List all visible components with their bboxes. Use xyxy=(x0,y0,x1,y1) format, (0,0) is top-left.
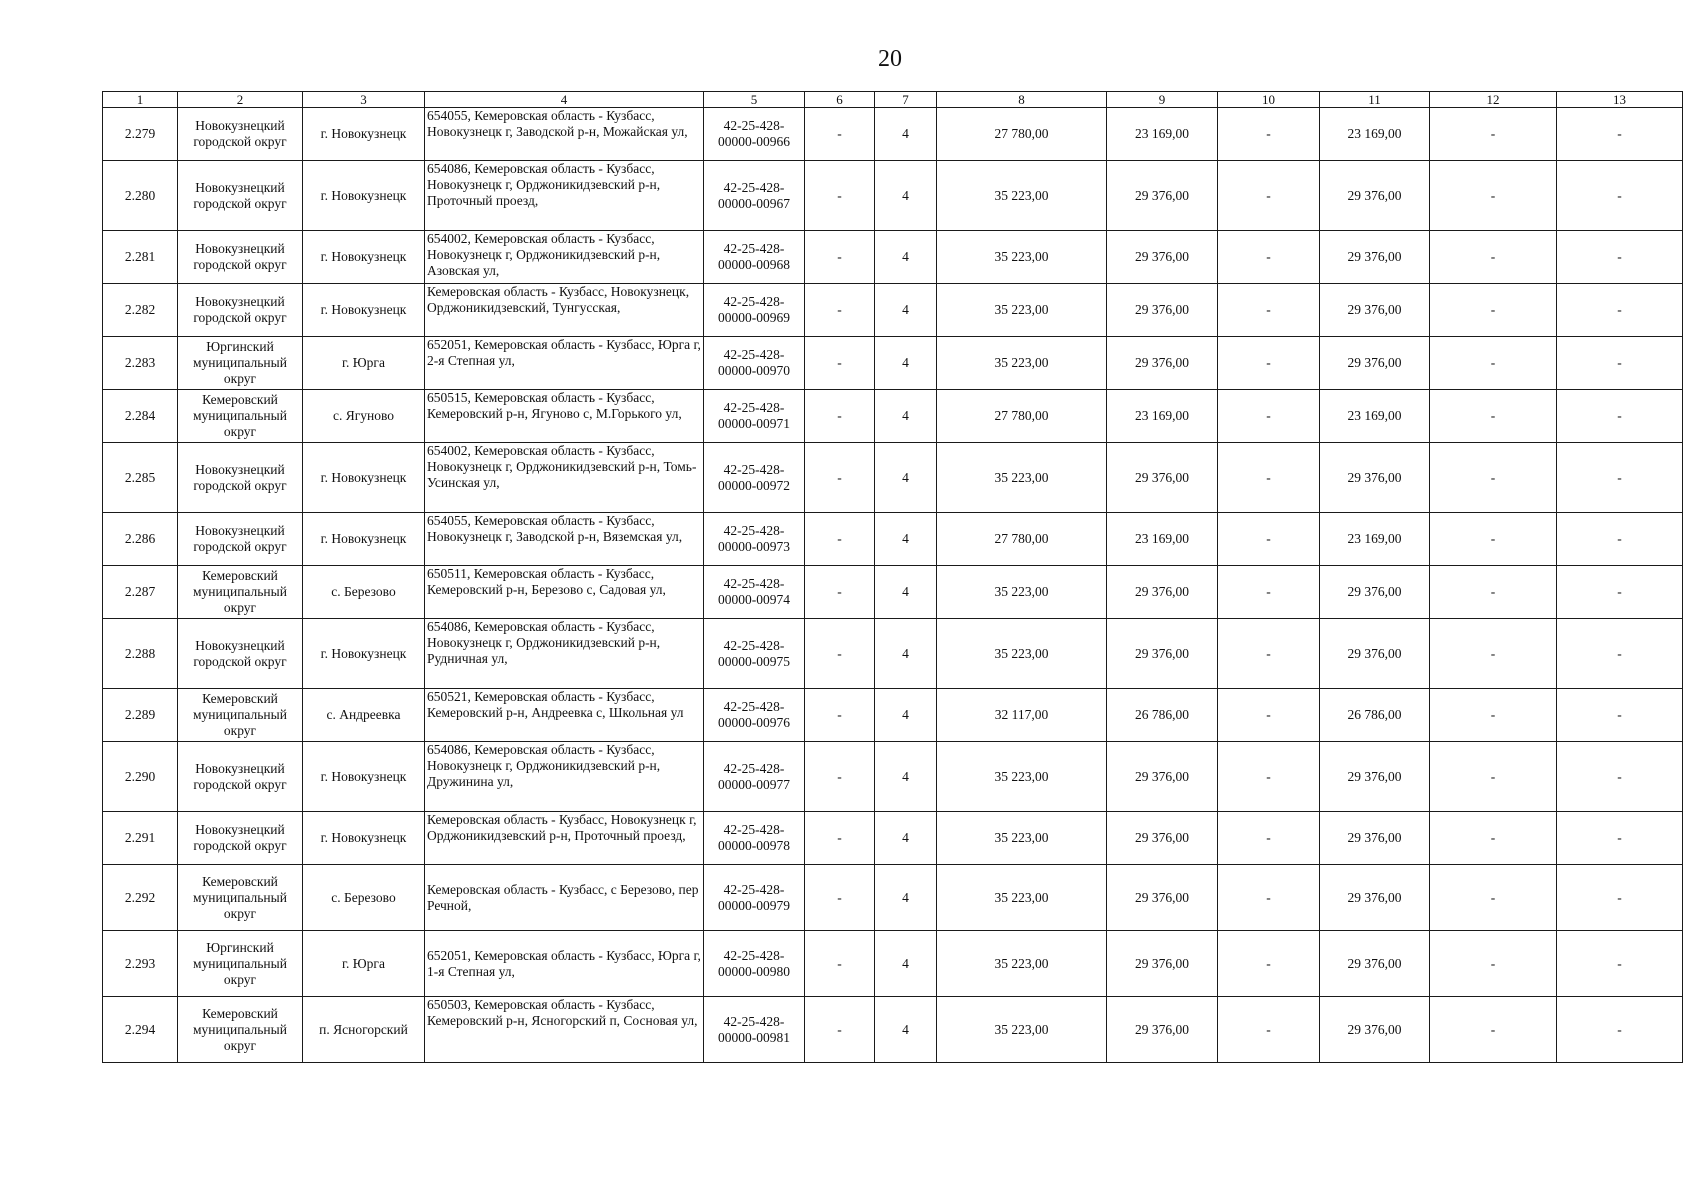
address-cell: 654055, Кемеровская область - Кузбасс, Новокузнецк г, Заводской р-н, Можайская ул, xyxy=(425,108,704,161)
district-cell: Новокузнецкий городской округ xyxy=(178,284,303,337)
col8-cell: 32 117,00 xyxy=(937,689,1107,742)
locality-cell: п. Ясногорский xyxy=(303,997,425,1063)
code-cell: 42-25-428-00000-00966 xyxy=(704,108,805,161)
column-header: 13 xyxy=(1557,92,1683,108)
col6-cell: - xyxy=(805,812,875,865)
address-cell: Кемеровская область - Кузбасс, Новокузнецк г, Орджоникидзевский р-н, Проточный проезд, xyxy=(425,812,704,865)
code-cell: 42-25-428-00000-00970 xyxy=(704,337,805,390)
col12-cell: - xyxy=(1430,443,1557,513)
address-cell: 654086, Кемеровская область - Кузбасс, Новокузнецк г, Орджоникидзевский р-н, Рудничная ул, xyxy=(425,619,704,689)
col6-cell: - xyxy=(805,390,875,443)
col8-cell: 35 223,00 xyxy=(937,284,1107,337)
code-cell: 42-25-428-00000-00972 xyxy=(704,443,805,513)
col11-cell: 26 786,00 xyxy=(1320,689,1430,742)
district-cell: Новокузнецкий городской округ xyxy=(178,108,303,161)
row-number: 2.294 xyxy=(103,997,178,1063)
code-cell: 42-25-428-00000-00976 xyxy=(704,689,805,742)
table-row xyxy=(103,337,1683,390)
district-cell: Новокузнецкий городской округ xyxy=(178,619,303,689)
col10-cell: - xyxy=(1218,619,1320,689)
table-row xyxy=(103,390,1683,443)
table-row xyxy=(103,108,1683,161)
col9-cell: 26 786,00 xyxy=(1107,689,1218,742)
col12-cell: - xyxy=(1430,689,1557,742)
col6-cell: - xyxy=(805,231,875,284)
col12-cell: - xyxy=(1430,812,1557,865)
col7-cell: 4 xyxy=(875,812,937,865)
column-header: 8 xyxy=(937,92,1107,108)
col6-cell: - xyxy=(805,284,875,337)
address-cell: 652051, Кемеровская область - Кузбасс, Юрга г, 2-я Степная ул, xyxy=(425,337,704,390)
district-cell: Юргинский муниципальный округ xyxy=(178,931,303,997)
col11-cell: 29 376,00 xyxy=(1320,161,1430,231)
col9-cell: 23 169,00 xyxy=(1107,108,1218,161)
col8-cell: 35 223,00 xyxy=(937,865,1107,931)
col9-cell: 29 376,00 xyxy=(1107,997,1218,1063)
col12-cell: - xyxy=(1430,337,1557,390)
col6-cell: - xyxy=(805,566,875,619)
col8-cell: 27 780,00 xyxy=(937,513,1107,566)
locality-cell: с. Ягуново xyxy=(303,390,425,443)
address-cell: 650511, Кемеровская область - Кузбасс, Кемеровский р-н, Березово с, Садовая ул, xyxy=(425,566,704,619)
district-cell: Кемеровский муниципальный округ xyxy=(178,390,303,443)
col8-cell: 35 223,00 xyxy=(937,931,1107,997)
col13-cell: - xyxy=(1557,284,1683,337)
table-row xyxy=(103,812,1683,865)
row-number: 2.281 xyxy=(103,231,178,284)
col11-cell: 29 376,00 xyxy=(1320,566,1430,619)
col12-cell: - xyxy=(1430,284,1557,337)
locality-cell: г. Новокузнецк xyxy=(303,108,425,161)
col7-cell: 4 xyxy=(875,231,937,284)
col11-cell: 23 169,00 xyxy=(1320,108,1430,161)
col9-cell: 29 376,00 xyxy=(1107,742,1218,812)
code-cell: 42-25-428-00000-00973 xyxy=(704,513,805,566)
table-row xyxy=(103,161,1683,231)
col7-cell: 4 xyxy=(875,513,937,566)
col13-cell: - xyxy=(1557,865,1683,931)
col6-cell: - xyxy=(805,997,875,1063)
row-number: 2.289 xyxy=(103,689,178,742)
locality-cell: г. Новокузнецк xyxy=(303,284,425,337)
row-number: 2.286 xyxy=(103,513,178,566)
col13-cell: - xyxy=(1557,337,1683,390)
col6-cell: - xyxy=(805,865,875,931)
code-cell: 42-25-428-00000-00967 xyxy=(704,161,805,231)
col12-cell: - xyxy=(1430,513,1557,566)
address-cell: 650521, Кемеровская область - Кузбасс, Кемеровский р-н, Андреевка с, Школьная ул xyxy=(425,689,704,742)
col11-cell: 29 376,00 xyxy=(1320,284,1430,337)
address-cell: 654002, Кемеровская область - Кузбасс, Новокузнецк г, Орджоникидзевский р-н, Томь-Усинская ул, xyxy=(425,443,704,513)
col7-cell: 4 xyxy=(875,390,937,443)
col7-cell: 4 xyxy=(875,931,937,997)
address-cell: 650515, Кемеровская область - Кузбасс, Кемеровский р-н, Ягуново с, М.Горького ул, xyxy=(425,390,704,443)
col11-cell: 23 169,00 xyxy=(1320,513,1430,566)
col12-cell: - xyxy=(1430,997,1557,1063)
address-cell: 652051, Кемеровская область - Кузбасс, Юрга г, 1-я Степная ул, xyxy=(425,931,704,997)
col13-cell: - xyxy=(1557,566,1683,619)
locality-cell: с. Березово xyxy=(303,566,425,619)
row-number: 2.283 xyxy=(103,337,178,390)
col11-cell: 29 376,00 xyxy=(1320,931,1430,997)
table-row xyxy=(103,931,1683,997)
table-row xyxy=(103,566,1683,619)
page-number: 20 xyxy=(878,46,902,72)
col10-cell: - xyxy=(1218,390,1320,443)
code-cell: 42-25-428-00000-00974 xyxy=(704,566,805,619)
col11-cell: 29 376,00 xyxy=(1320,231,1430,284)
column-header: 3 xyxy=(303,92,425,108)
col6-cell: - xyxy=(805,742,875,812)
col7-cell: 4 xyxy=(875,997,937,1063)
table-row xyxy=(103,619,1683,689)
col13-cell: - xyxy=(1557,742,1683,812)
col10-cell: - xyxy=(1218,997,1320,1063)
table-row xyxy=(103,284,1683,337)
col7-cell: 4 xyxy=(875,742,937,812)
col11-cell: 29 376,00 xyxy=(1320,742,1430,812)
col11-cell: 29 376,00 xyxy=(1320,337,1430,390)
col8-cell: 35 223,00 xyxy=(937,566,1107,619)
col13-cell: - xyxy=(1557,161,1683,231)
col9-cell: 29 376,00 xyxy=(1107,931,1218,997)
code-cell: 42-25-428-00000-00969 xyxy=(704,284,805,337)
col13-cell: - xyxy=(1557,812,1683,865)
row-number: 2.288 xyxy=(103,619,178,689)
col12-cell: - xyxy=(1430,108,1557,161)
district-cell: Кемеровский муниципальный округ xyxy=(178,566,303,619)
column-header: 10 xyxy=(1218,92,1320,108)
column-header: 7 xyxy=(875,92,937,108)
col6-cell: - xyxy=(805,619,875,689)
address-cell: Кемеровская область - Кузбасс, с Березово, пер Речной, xyxy=(425,865,704,931)
header-row xyxy=(103,92,1683,108)
table-row xyxy=(103,513,1683,566)
col12-cell: - xyxy=(1430,931,1557,997)
col10-cell: - xyxy=(1218,931,1320,997)
district-cell: Новокузнецкий городской округ xyxy=(178,812,303,865)
col12-cell: - xyxy=(1430,161,1557,231)
col12-cell: - xyxy=(1430,619,1557,689)
col7-cell: 4 xyxy=(875,284,937,337)
district-cell: Новокузнецкий городской округ xyxy=(178,161,303,231)
col10-cell: - xyxy=(1218,337,1320,390)
col7-cell: 4 xyxy=(875,108,937,161)
locality-cell: г. Новокузнецк xyxy=(303,812,425,865)
col8-cell: 35 223,00 xyxy=(937,812,1107,865)
row-number: 2.290 xyxy=(103,742,178,812)
col13-cell: - xyxy=(1557,231,1683,284)
district-cell: Кемеровский муниципальный округ xyxy=(178,865,303,931)
locality-cell: г. Новокузнецк xyxy=(303,513,425,566)
col8-cell: 35 223,00 xyxy=(937,742,1107,812)
col8-cell: 35 223,00 xyxy=(937,337,1107,390)
code-cell: 42-25-428-00000-00977 xyxy=(704,742,805,812)
col9-cell: 29 376,00 xyxy=(1107,161,1218,231)
row-number: 2.282 xyxy=(103,284,178,337)
column-header: 9 xyxy=(1107,92,1218,108)
column-header: 4 xyxy=(425,92,704,108)
district-cell: Новокузнецкий городской округ xyxy=(178,742,303,812)
col6-cell: - xyxy=(805,931,875,997)
col10-cell: - xyxy=(1218,812,1320,865)
col11-cell: 29 376,00 xyxy=(1320,997,1430,1063)
col12-cell: - xyxy=(1430,390,1557,443)
code-cell: 42-25-428-00000-00980 xyxy=(704,931,805,997)
address-cell: 654086, Кемеровская область - Кузбасс, Новокузнецк г, Орджоникидзевский р-н, Проточный проезд, xyxy=(425,161,704,231)
col6-cell: - xyxy=(805,689,875,742)
district-cell: Новокузнецкий городской округ xyxy=(178,443,303,513)
code-cell: 42-25-428-00000-00968 xyxy=(704,231,805,284)
col9-cell: 23 169,00 xyxy=(1107,390,1218,443)
col11-cell: 29 376,00 xyxy=(1320,619,1430,689)
col9-cell: 23 169,00 xyxy=(1107,513,1218,566)
district-cell: Новокузнецкий городской округ xyxy=(178,513,303,566)
column-header: 1 xyxy=(103,92,178,108)
col8-cell: 35 223,00 xyxy=(937,161,1107,231)
col13-cell: - xyxy=(1557,390,1683,443)
col10-cell: - xyxy=(1218,513,1320,566)
col10-cell: - xyxy=(1218,161,1320,231)
table-body xyxy=(103,108,1683,1063)
table-row xyxy=(103,443,1683,513)
col13-cell: - xyxy=(1557,619,1683,689)
table-row xyxy=(103,689,1683,742)
registry-table xyxy=(102,91,1683,1063)
col9-cell: 29 376,00 xyxy=(1107,443,1218,513)
address-cell: 650503, Кемеровская область - Кузбасс, Кемеровский р-н, Ясногорский п, Сосновая ул, xyxy=(425,997,704,1063)
col11-cell: 29 376,00 xyxy=(1320,812,1430,865)
address-cell: 654086, Кемеровская область - Кузбасс, Новокузнецк г, Орджоникидзевский р-н, Дружинина ул, xyxy=(425,742,704,812)
code-cell: 42-25-428-00000-00978 xyxy=(704,812,805,865)
district-cell: Кемеровский муниципальный округ xyxy=(178,997,303,1063)
address-cell: 654055, Кемеровская область - Кузбасс, Новокузнецк г, Заводской р-н, Вяземская ул, xyxy=(425,513,704,566)
col6-cell: - xyxy=(805,108,875,161)
col7-cell: 4 xyxy=(875,161,937,231)
district-cell: Новокузнецкий городской округ xyxy=(178,231,303,284)
code-cell: 42-25-428-00000-00979 xyxy=(704,865,805,931)
col10-cell: - xyxy=(1218,284,1320,337)
locality-cell: с. Андреевка xyxy=(303,689,425,742)
col13-cell: - xyxy=(1557,689,1683,742)
column-header: 12 xyxy=(1430,92,1557,108)
table-row xyxy=(103,997,1683,1063)
col13-cell: - xyxy=(1557,108,1683,161)
table-row xyxy=(103,865,1683,931)
column-header: 6 xyxy=(805,92,875,108)
col6-cell: - xyxy=(805,337,875,390)
col9-cell: 29 376,00 xyxy=(1107,865,1218,931)
row-number: 2.293 xyxy=(103,931,178,997)
row-number: 2.284 xyxy=(103,390,178,443)
row-number: 2.291 xyxy=(103,812,178,865)
col10-cell: - xyxy=(1218,108,1320,161)
col12-cell: - xyxy=(1430,742,1557,812)
col6-cell: - xyxy=(805,513,875,566)
code-cell: 42-25-428-00000-00975 xyxy=(704,619,805,689)
locality-cell: г. Новокузнецк xyxy=(303,161,425,231)
col10-cell: - xyxy=(1218,865,1320,931)
district-cell: Юргинский муниципальный округ xyxy=(178,337,303,390)
col8-cell: 27 780,00 xyxy=(937,390,1107,443)
col9-cell: 29 376,00 xyxy=(1107,337,1218,390)
col13-cell: - xyxy=(1557,513,1683,566)
row-number: 2.292 xyxy=(103,865,178,931)
locality-cell: г. Юрга xyxy=(303,931,425,997)
column-header: 11 xyxy=(1320,92,1430,108)
col9-cell: 29 376,00 xyxy=(1107,284,1218,337)
col9-cell: 29 376,00 xyxy=(1107,231,1218,284)
locality-cell: г. Новокузнецк xyxy=(303,742,425,812)
col9-cell: 29 376,00 xyxy=(1107,619,1218,689)
district-cell: Кемеровский муниципальный округ xyxy=(178,689,303,742)
col6-cell: - xyxy=(805,161,875,231)
col13-cell: - xyxy=(1557,443,1683,513)
col6-cell: - xyxy=(805,443,875,513)
col7-cell: 4 xyxy=(875,566,937,619)
col13-cell: - xyxy=(1557,931,1683,997)
col8-cell: 35 223,00 xyxy=(937,231,1107,284)
col10-cell: - xyxy=(1218,689,1320,742)
address-cell: 654002, Кемеровская область - Кузбасс, Новокузнецк г, Орджоникидзевский р-н, Азовская ул, xyxy=(425,231,704,284)
locality-cell: г. Новокузнецк xyxy=(303,231,425,284)
col7-cell: 4 xyxy=(875,443,937,513)
col7-cell: 4 xyxy=(875,619,937,689)
col7-cell: 4 xyxy=(875,865,937,931)
col13-cell: - xyxy=(1557,997,1683,1063)
col11-cell: 29 376,00 xyxy=(1320,443,1430,513)
row-number: 2.285 xyxy=(103,443,178,513)
locality-cell: г. Юрга xyxy=(303,337,425,390)
col10-cell: - xyxy=(1218,231,1320,284)
address-cell: Кемеровская область - Кузбасс, Новокузнецк, Орджоникидзевский, Тунгусская, xyxy=(425,284,704,337)
code-cell: 42-25-428-00000-00971 xyxy=(704,390,805,443)
col12-cell: - xyxy=(1430,231,1557,284)
table-row xyxy=(103,231,1683,284)
column-header: 2 xyxy=(178,92,303,108)
col10-cell: - xyxy=(1218,742,1320,812)
locality-cell: г. Новокузнецк xyxy=(303,619,425,689)
col10-cell: - xyxy=(1218,566,1320,619)
col11-cell: 23 169,00 xyxy=(1320,390,1430,443)
locality-cell: г. Новокузнецк xyxy=(303,443,425,513)
code-cell: 42-25-428-00000-00981 xyxy=(704,997,805,1063)
col9-cell: 29 376,00 xyxy=(1107,566,1218,619)
col9-cell: 29 376,00 xyxy=(1107,812,1218,865)
col12-cell: - xyxy=(1430,566,1557,619)
col11-cell: 29 376,00 xyxy=(1320,865,1430,931)
locality-cell: с. Березово xyxy=(303,865,425,931)
col10-cell: - xyxy=(1218,443,1320,513)
col12-cell: - xyxy=(1430,865,1557,931)
row-number: 2.287 xyxy=(103,566,178,619)
row-number: 2.280 xyxy=(103,161,178,231)
col8-cell: 35 223,00 xyxy=(937,443,1107,513)
table-row xyxy=(103,742,1683,812)
column-header: 5 xyxy=(704,92,805,108)
col7-cell: 4 xyxy=(875,337,937,390)
col8-cell: 35 223,00 xyxy=(937,619,1107,689)
col7-cell: 4 xyxy=(875,689,937,742)
col8-cell: 35 223,00 xyxy=(937,997,1107,1063)
row-number: 2.279 xyxy=(103,108,178,161)
col8-cell: 27 780,00 xyxy=(937,108,1107,161)
